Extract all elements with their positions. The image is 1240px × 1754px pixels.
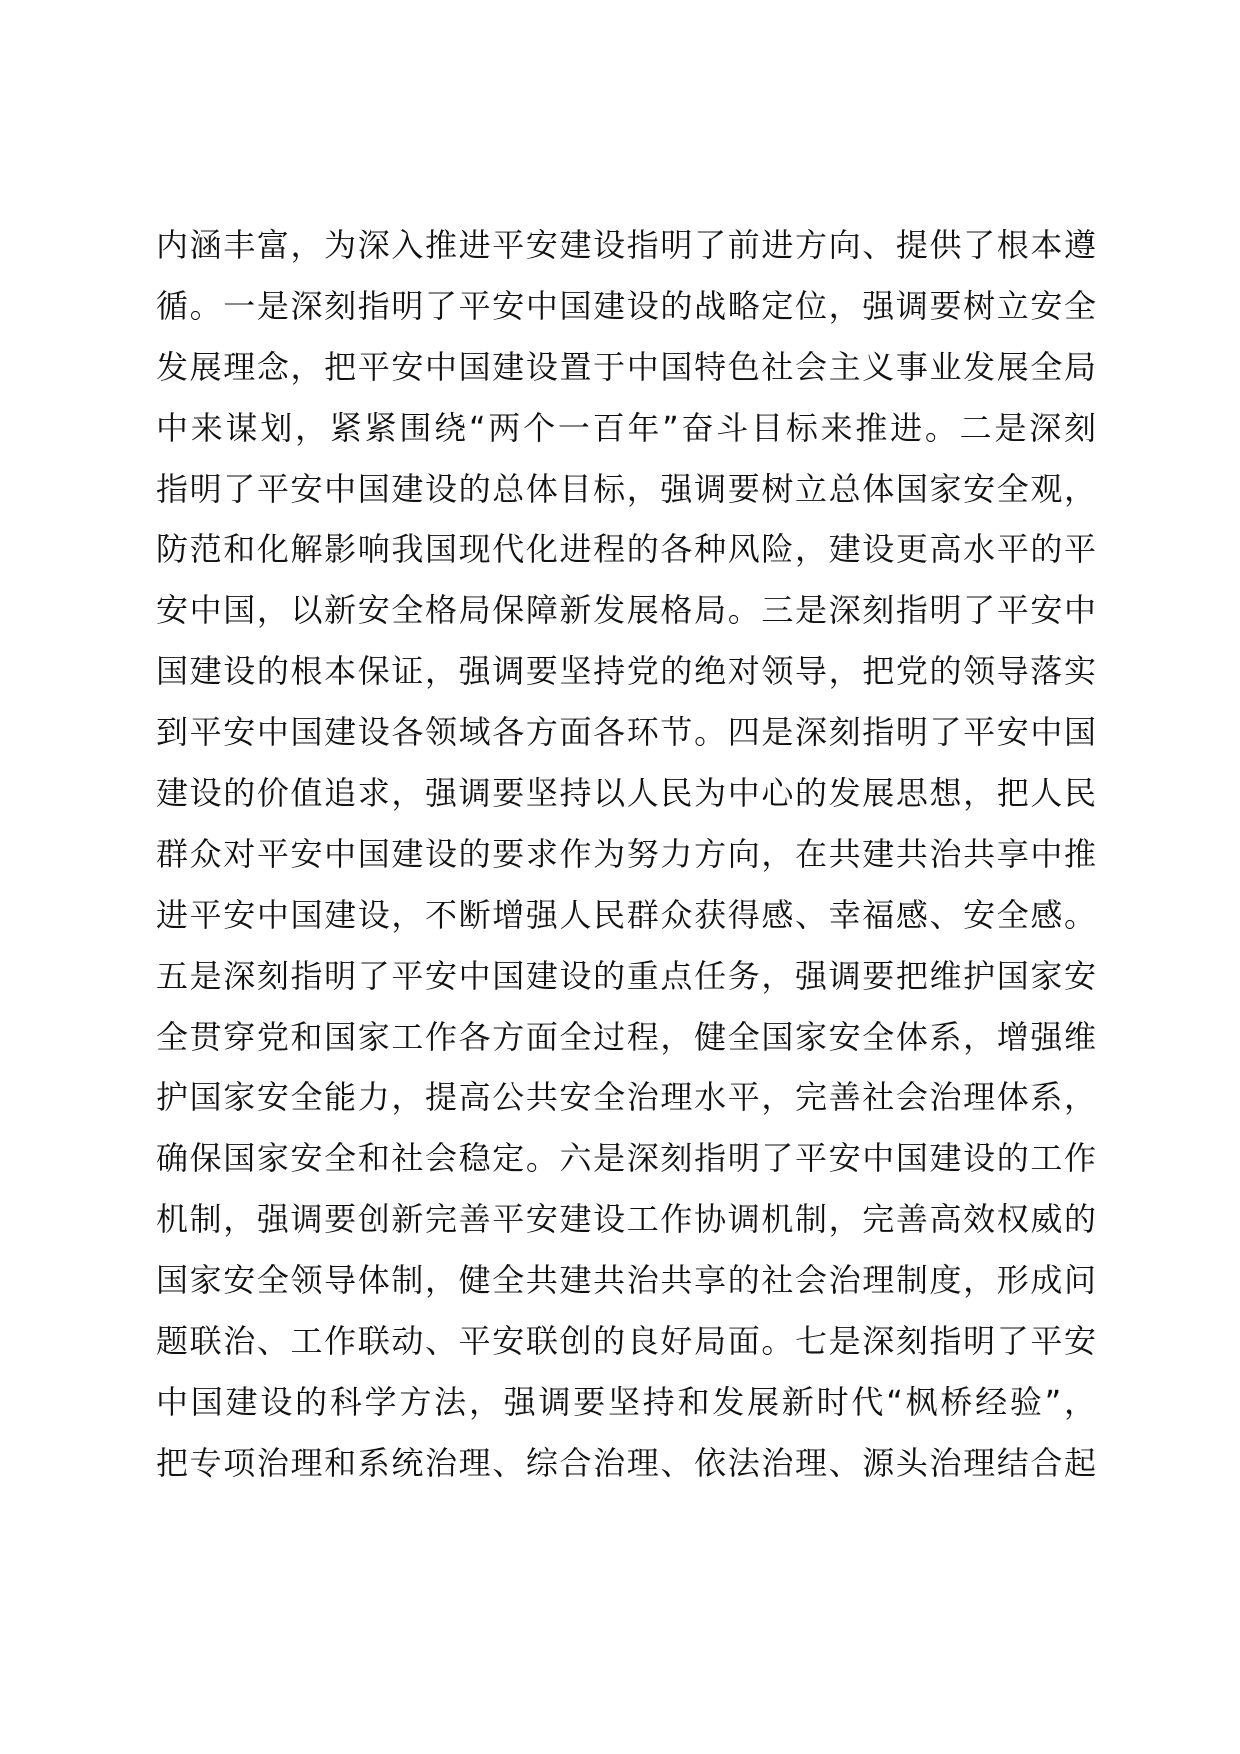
body-text bbox=[156, 215, 1096, 1494]
text-line: 群众对平安中国建设的要求作为努力方向，在共建共治共享中推 bbox=[156, 834, 1096, 873]
text-line: 机制，强调要创新完善平安建设工作协调机制，完善高效权威的 bbox=[156, 1200, 1096, 1239]
text-line: 国家安全领导体制，健全共建共治共享的社会治理制度，形成问 bbox=[156, 1261, 1096, 1300]
text-line: 国建设的根本保证，强调要坚持党的绝对领导，把党的领导落实 bbox=[156, 652, 1096, 691]
text-line: 安中国，以新安全格局保障新发展格局。三是深刻指明了平安中 bbox=[156, 591, 1096, 630]
text-line: 循。一是深刻指明了平安中国建设的战略定位，强调要树立安全 bbox=[156, 286, 1096, 325]
text-line: 内涵丰富，为深入推进平安建设指明了前进方向、提供了根本遵 bbox=[156, 226, 1096, 264]
text-line: 护国家安全能力，提高公共安全治理水平，完善社会治理体系， bbox=[156, 1078, 1096, 1117]
text-line: 五是深刻指明了平安中国建设的重点任务，强调要把维护国家安 bbox=[156, 956, 1096, 995]
text-line: 进平安中国建设，不断增强人民群众获得感、幸福感、安全感。 bbox=[156, 895, 1096, 934]
text-line: 中国建设的科学方法，强调要坚持和发展新时代“枫桥经验”， bbox=[156, 1382, 1096, 1421]
text-line: 确保国家安全和社会稳定。六是深刻指明了平安中国建设的工作 bbox=[156, 1139, 1096, 1178]
text-line: 指明了平安中国建设的总体目标，强调要树立总体国家安全观， bbox=[156, 469, 1096, 508]
text-line: 把专项治理和系统治理、综合治理、依法治理、源头治理结合起 bbox=[156, 1443, 1096, 1482]
text-line: 发展理念，把平安中国建设置于中国特色社会主义事业发展全局 bbox=[156, 347, 1096, 386]
text-line: 防范和化解影响我国现代化进程的各种风险，建设更高水平的平 bbox=[156, 530, 1096, 569]
text-line: 题联治、工作联动、平安联创的良好局面。七是深刻指明了平安 bbox=[156, 1322, 1096, 1361]
text-line: 中来谋划，紧紧围绕“两个一百年”奋斗目标来推进。二是深刻 bbox=[156, 408, 1096, 447]
text-line: 到平安中国建设各领域各方面各环节。四是深刻指明了平安中国 bbox=[156, 713, 1096, 752]
text-line: 全贯穿党和国家工作各方面全过程，健全国家安全体系，增强维 bbox=[156, 1017, 1096, 1056]
text-line: 建设的价值追求，强调要坚持以人民为中心的发展思想，把人民 bbox=[156, 774, 1096, 813]
